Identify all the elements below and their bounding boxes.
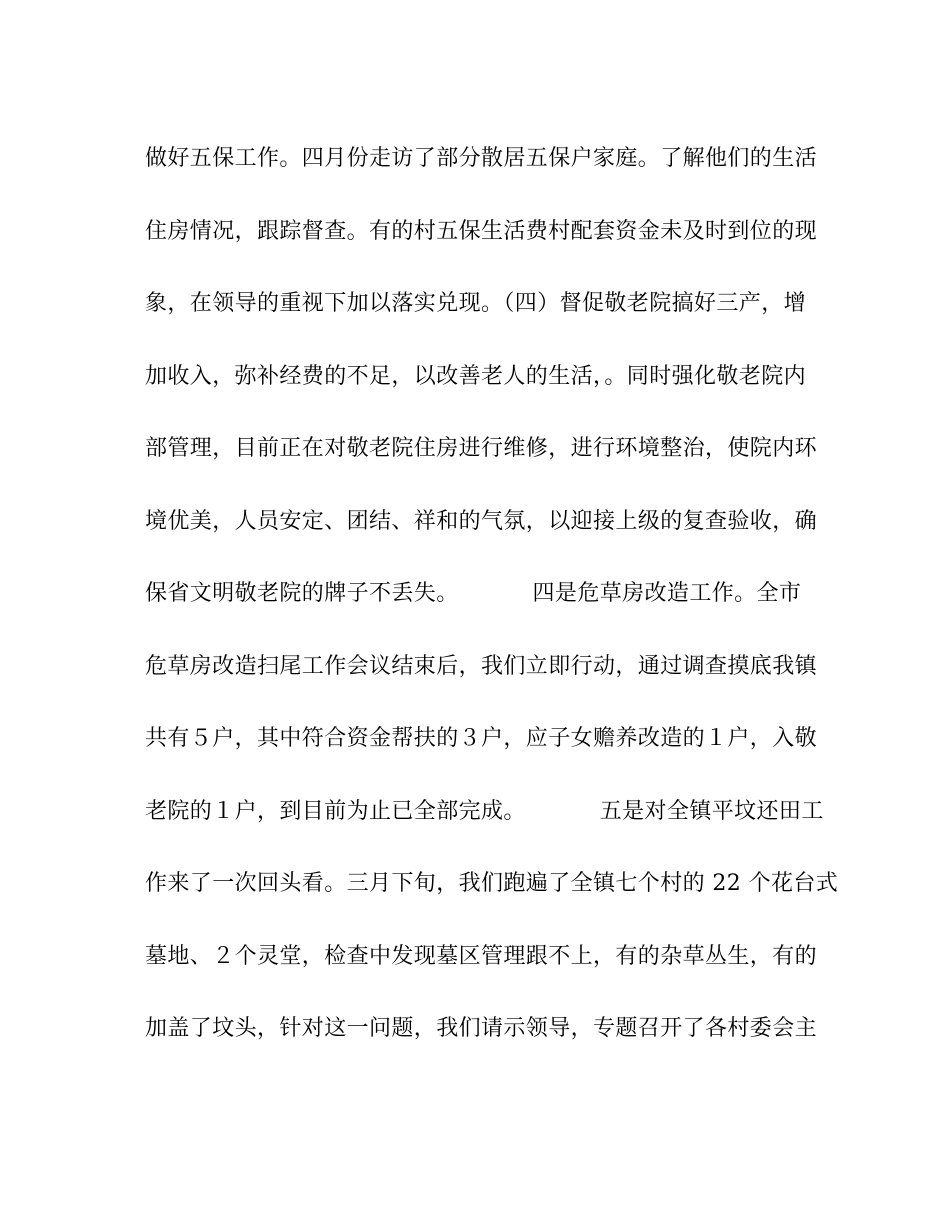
text-line-12: 墓地、２个灵堂，检查中发现墓区管理跟不上，有的杂草丛生，有的 [145, 943, 818, 969]
text-line-10: 老院的１户，到目前为止已全部完成。 五是对全镇平坟还田工 [145, 798, 824, 824]
text-line-4: 加收入，弥补经费的不足，以改善老人的生活，。同时强化敬老院内 [145, 363, 807, 389]
text-line-1: 做好五保工作。四月份走访了部分散居五保户家庭。了解他们的生活 [145, 146, 818, 171]
text-line-8: 危草房改造扫尾工作会议结束后，我们立即行动，通过调查摸底我镇 [145, 653, 818, 679]
text-line-6: 境优美，人员安定、团结、祥和的气氛，以迎接上级的复查验收，确 [145, 508, 818, 534]
document-body [145, 138, 839, 1081]
text-line-13: 加盖了坟头，针对这一问题，我们请示领导，专题召开了各村委会主 [145, 1016, 818, 1041]
text-line-5: 部管理，目前正在对敬老院住房进行维修，进行环境整治，使院内环 [145, 436, 818, 461]
text-line-11: 作来了一次回头看。三月下旬，我们跑遍了全镇七个村的 22 个花台式 [145, 871, 839, 896]
text-line-7: 保省文明敬老院的牌子不丢失。 四是危草房改造工作。全市 [145, 581, 802, 606]
text-line-2: 住房情况，跟踪督查。有的村五保生活费村配套资金未及时到位的现 [145, 218, 818, 244]
text-line-9: 共有５户，其中符合资金帮扶的３户，应子女赡养改造的１户，入敬 [145, 726, 818, 751]
text-line-3: 象，在领导的重视下加以落实兑现。（四）督促敬老院搞好三产，增 [145, 291, 807, 316]
